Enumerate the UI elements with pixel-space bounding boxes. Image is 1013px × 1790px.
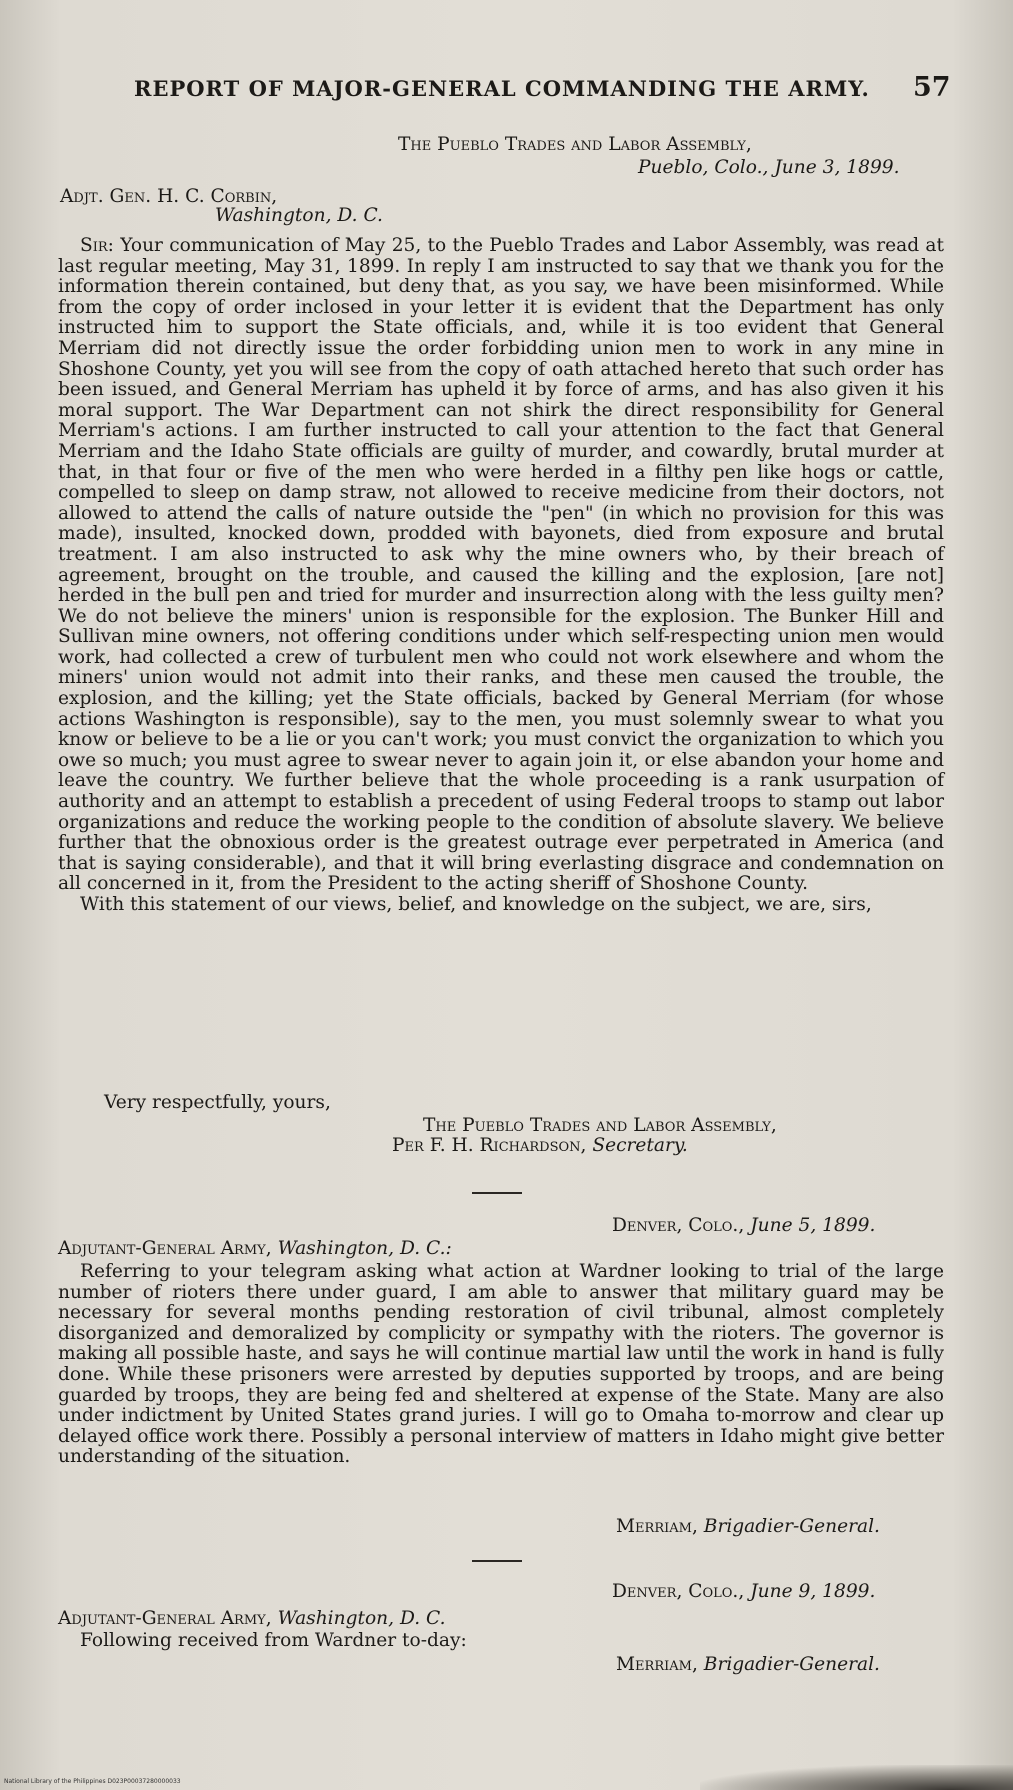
- scan-footer-tag: National Library of the Philippines D023P00037280000033: [4, 1778, 181, 1785]
- telegram1-addressee: [58, 1238, 452, 1259]
- letter-closing: Very respectfully, yours,: [104, 1092, 331, 1113]
- signature-title: Secretary.: [592, 1135, 688, 1156]
- telegram1-signer-rank: Brigadier-General.: [703, 1516, 880, 1537]
- addressee-place: Washington, D. C.: [215, 205, 383, 226]
- addressee-name: [60, 186, 277, 207]
- section-divider: [472, 1192, 522, 1194]
- letter-paragraph-2: With this statement of our views, belief, and knowledge on the subject, we are, sirs,: [80, 894, 872, 915]
- telegram1-date: June 5, 1899.: [750, 1215, 876, 1236]
- page-number: 57: [913, 72, 951, 103]
- telegram1-signer: Merriam,: [616, 1516, 698, 1537]
- telegram1-addressee-place: Washington, D. C.:: [277, 1238, 452, 1259]
- paragraph-1-text: Your communication of May 25, to the Pueblo Trades and Labor Assembly, was read at last regular meeting, May 31, 1899. In reply I am instructed to say that we thank you for the information therein contained, but deny that, as you say, we have been misinformed. While from the copy of order inclosed in your letter it is evident that the Department has only instructed him to support the State officials, and, while it is too evident that General Merriam did not directly issue the order forbidding union men to work in any mine in Shoshone County, yet you will see from the copy of oath attached hereto that such order has been issued, and General Merriam has upheld it by force of arms, and has also given it his moral support. The War Department can not shirk the direct responsibility for General Merriam's actions. I am further instructed to call your attention to the fact that General Merriam and the Idaho State officials are guilty of murder, and cowardly, brutal murder at that, in that four or five of the men who were herded in a filthy pen like hogs or cattle, compelled to sleep on damp straw, not allowed to receive medicine from their doctors, not allowed to attend the calls of nature outside the "pen" (in which no provision for this was made), insulted, knocked down, prodded with bayonets, died from exposure and brutal treatment. I am also instructed to ask why the mine owners who, by their breach of agreement, brought on the trouble, and caused the killing and the explosion, [are not] herded in the bull pen and tried for murder and insurrection along with the less guilty men? We do not believe the miners' union is responsible for the explosion. The Bunker Hill and Sullivan mine owners, not offering conditions under which self-respecting union men would work, had collected a crew of turbulent men who could not work elsewhere and whom the miners' union would not admit into their ranks, and these men caused the trouble, the explosion, and the killing; yet the State officials, backed by General Merriam (for whose actions Washington is responsible), say to the men, you must solemnly swear to what you know or believe to be a lie or you can't work; you must convict the organization to which you owe so much; you must agree to swear never to again join it, or else abandon your home and leave the country. We further believe that the whole proceeding is a rank usurpation of authority and an attempt to establish a precedent of using Federal troops to stamp out labor organizations and reduce the working people to the condition of absolute slavery. We believe further that the obnoxious order is the greatest outrage ever perpetrated in America (and that is saying considerable), and that it will bring everlasting disgrace and condemnation on all concerned in it, from the President to the acting sheriff of Shoshone County.: [58, 235, 944, 895]
- letter-place-date: Pueblo, Colo., June 3, 1899.: [638, 157, 900, 178]
- telegram2-signature: [616, 1654, 880, 1675]
- scan-shadow: [700, 1765, 1013, 1790]
- salutation: Sir:: [80, 235, 114, 256]
- telegram1-dateline: [612, 1215, 875, 1236]
- section-divider-2: [472, 1560, 522, 1562]
- telegram2-signer: Merriam,: [616, 1654, 698, 1675]
- telegram2-signer-rank: Brigadier-General.: [703, 1654, 880, 1675]
- signature-per: Per F. H. Richardson,: [392, 1135, 587, 1156]
- telegram1-body: [58, 1262, 944, 1468]
- signature-org: The Pueblo Trades and Labor Assembly,: [423, 1115, 777, 1136]
- telegram1-paragraph: Referring to your telegram asking what action at Wardner looking to trial of the large number of rioters there under guard, I am able to answer that military guard may be necessary for several months pending restoration of civil tribunal, almost completely disorganized and demoralized by complicity or sympathy with the rioters. The governor is making all possible haste, and says he will continue martial law until the work in hand is fully done. While these prisoners were arrested by deputies supported by troops, and are being guarded by troops, they are being fed and sheltered at expense of the State. Many are also under indictment by United States grand juries. I will go to Omaha to-morrow and clear up delayed office work there. Possibly a personal interview of matters in Idaho might give better understanding of the situation.: [58, 1261, 944, 1468]
- telegram2-date: June 9, 1899.: [750, 1581, 876, 1602]
- telegram2-addressee-name: Adjutant-General Army,: [58, 1608, 272, 1629]
- telegram2-addressee: [58, 1608, 446, 1629]
- letter-body: [58, 236, 944, 916]
- telegram2-place: Denver, Colo.,: [612, 1581, 745, 1602]
- telegram2-addressee-place: Washington, D. C.: [277, 1608, 446, 1629]
- letter-sender-org: The Pueblo Trades and Labor Assembly,: [398, 134, 752, 155]
- telegram2-body: Following received from Wardner to-day:: [80, 1630, 467, 1651]
- telegram1-addressee-name: Adjutant-General Army,: [58, 1238, 272, 1259]
- telegram2-dateline: [612, 1581, 875, 1602]
- letter-paragraph-1: [58, 236, 944, 895]
- telegram1-place: Denver, Colo.,: [612, 1215, 745, 1236]
- signature-line: [392, 1135, 688, 1156]
- running-header: REPORT OF MAJOR-GENERAL COMMANDING THE ARMY.: [134, 76, 870, 101]
- telegram1-signature: [616, 1516, 880, 1537]
- addressee-name-text: Adjt. Gen. H. C. Corbin,: [60, 186, 278, 207]
